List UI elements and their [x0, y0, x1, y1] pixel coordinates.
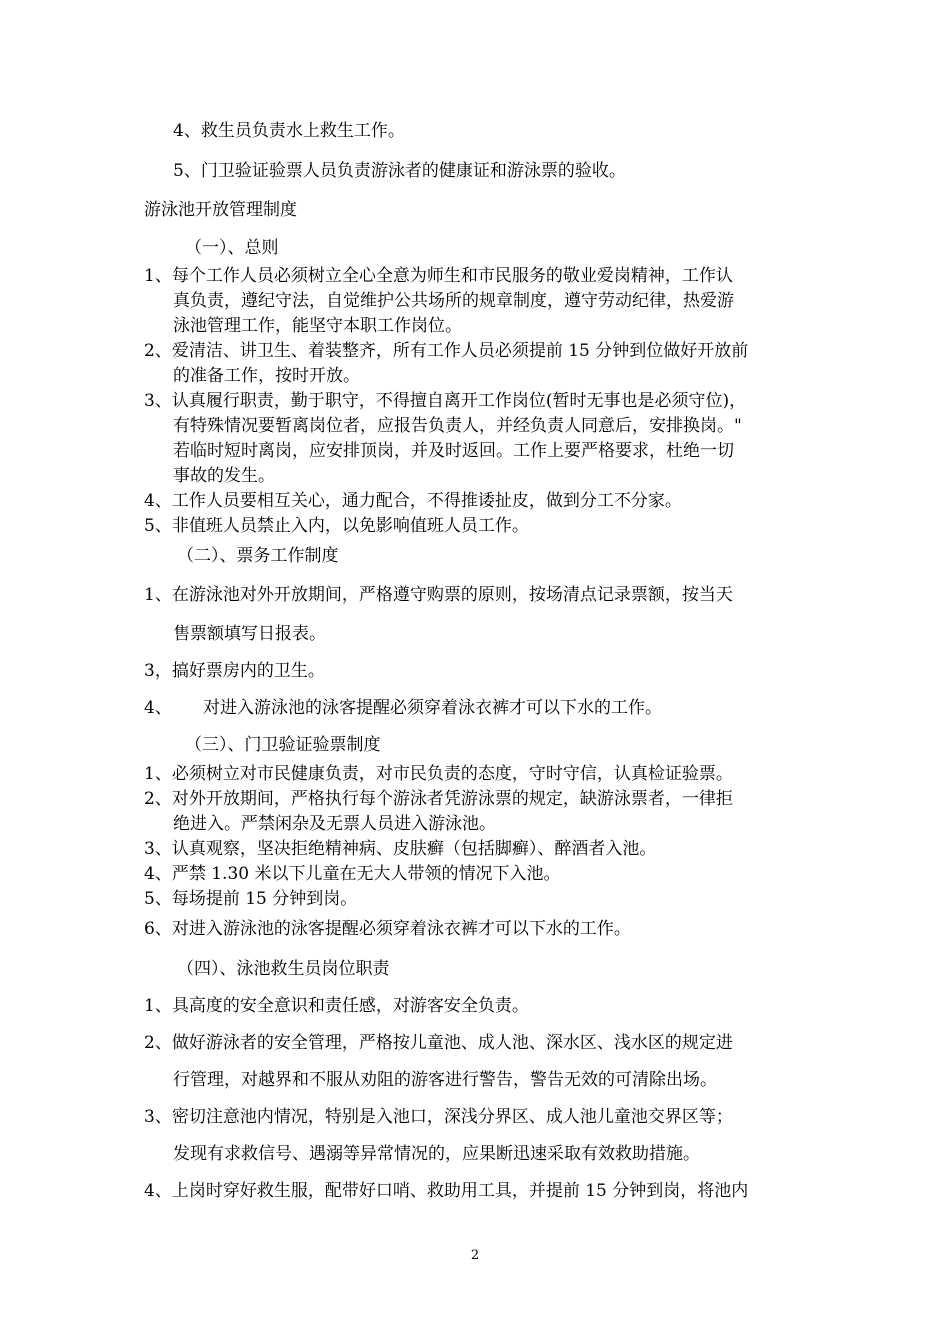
subsection-heading: （一）、总则 [185, 238, 279, 258]
text-line: 发现有求救信号、遇溺等异常情况的，应果断迅速采取有效救助措施。 [173, 1144, 700, 1164]
text-line: 1、在游泳池对外开放期间，严格遵守购票的原则，按场清点记录票额，按当天 [144, 585, 733, 605]
text-line: 真负责，遵纪守法，自觉维护公共场所的规章制度，遵守劳动纪律，热爱游 [173, 291, 734, 311]
text-line: 1、每个工作人员必须树立全心全意为师生和市民服务的敬业爱岗精神，工作认 [144, 266, 733, 286]
text-line: 的准备工作，按时开放。 [173, 366, 360, 386]
text-line: 售票额填写日报表。 [173, 624, 326, 644]
subsection-heading: （四）、泳池救生员岗位职责 [177, 959, 390, 979]
page-number: 2 [470, 1248, 480, 1263]
text-line: 5、门卫验证验票人员负责游泳者的健康证和游泳票的验收。 [173, 161, 626, 181]
text-line: 对进入游泳池的泳客提醒必须穿着泳衣裤才可以下水的工作。 [203, 698, 662, 718]
text-line: 2、做好游泳者的安全管理，严格按儿童池、成人池、深水区、浅水区的规定进 [144, 1033, 733, 1053]
text-line: 3，搞好票房内的卫生。 [144, 661, 325, 681]
text-line: 绝进入。严禁闲杂及无票人员进入游泳池。 [173, 814, 496, 834]
text-line: 3、认真观察，坚决拒绝精神病、皮肤癣（包括脚癣）、醉酒者入池。 [144, 839, 657, 859]
text-line: 4、上岗时穿好救生服，配带好口哨、救助用工具，并提前 15 分钟到岗，将池内 [144, 1181, 749, 1201]
text-line: 2、爱清洁、讲卫生、着装整齐，所有工作人员必须提前 15 分钟到位做好开放前 [144, 341, 749, 361]
text-line: 3、密切注意池内情况，特别是入池口，深浅分界区、成人池儿童池交界区等； [144, 1107, 733, 1127]
subsection-heading: （三）、门卫验证验票制度 [185, 735, 381, 755]
text-line: 行管理，对越界和不服从劝阻的游客进行警告，警告无效的可清除出场。 [173, 1070, 717, 1090]
text-line: 1、必须树立对市民健康负责，对市民负责的态度，守时守信，认真检证验票。 [144, 764, 733, 784]
text-line: 2、对外开放期间，严格执行每个游泳者凭游泳票的规定，缺游泳票者，一律拒 [144, 789, 733, 809]
text-line: 泳池管理工作，能坚守本职工作岗位。 [173, 316, 462, 336]
text-line: 1、具高度的安全意识和责任感，对游客安全负责。 [144, 996, 529, 1016]
text-line: 事故的发生。 [173, 466, 275, 486]
text-line: 5、每场提前 15 分钟到岗。 [144, 889, 358, 909]
subsection-heading: （二）、票务工作制度 [177, 546, 339, 566]
section-title: 游泳池开放管理制度 [144, 200, 297, 220]
text-line: 4、救生员负责水上救生工作。 [173, 121, 405, 141]
text-line: 有特殊情况要暂离岗位者，应报告负责人，并经负责人同意后，安排换岗。" [173, 416, 742, 436]
text-line: 若临时短时离岗，应安排顶岗，并及时返回。工作上要严格要求，杜绝一切 [173, 441, 734, 461]
text-line: 4、严禁 1.30 米以下儿童在无大人带领的情况下入池。 [144, 864, 561, 884]
text-line: 5、非值班人员禁止入内，以免影响值班人员工作。 [144, 516, 529, 536]
list-number: 4、 [144, 698, 172, 718]
text-line: 4、工作人员要相互关心，通力配合，不得推诿扯皮，做到分工不分家。 [144, 491, 682, 511]
text-line: 6、对进入游泳池的泳客提醒必须穿着泳衣裤才可以下水的工作。 [144, 919, 631, 939]
text-line: 3、认真履行职责，勤于职守，不得擅自离开工作岗位(暂时无事也是必须守位)， [144, 391, 747, 411]
